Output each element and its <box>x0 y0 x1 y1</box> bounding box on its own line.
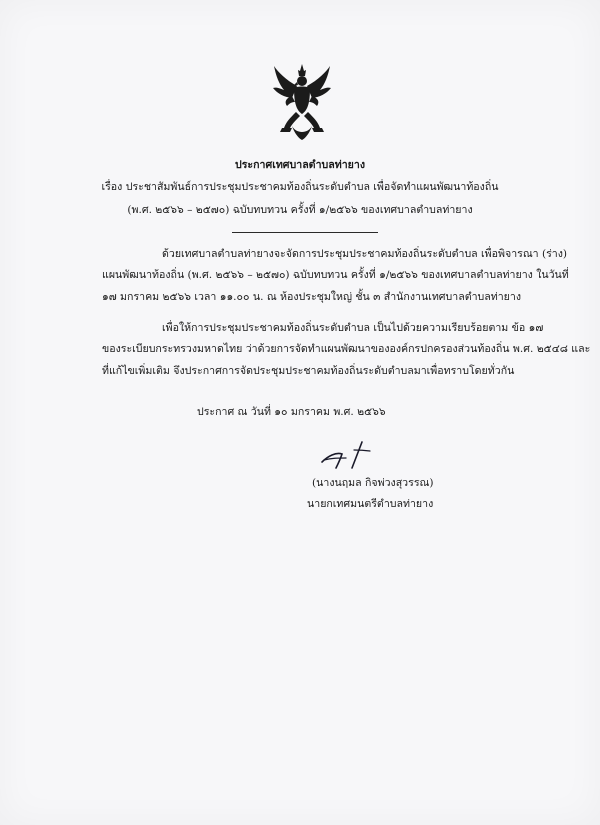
garuda-emblem-icon <box>270 62 334 142</box>
signer-title: นายกเทศมนตรีตำบลท่ายาง <box>307 498 434 510</box>
paragraph-2-line-3: ที่แก้ไขเพิ่มเติม จึงประกาศการจัดประชุมประชาคมท้องถิ่นระดับตำบลมาเพื่อทราบโดยทั่วกัน <box>102 365 515 377</box>
divider-line <box>232 232 378 233</box>
paragraph-2-line-2: ของระเบียบกระทรวงมหาดไทย ว่าด้วยการจัดทำแผนพัฒนาขององค์กรปกครองส่วนท้องถิ่น พ.ศ. ๒๕๔๘ และ <box>102 343 591 355</box>
subject-line-1: เรื่อง ประชาสัมพันธ์การประชุมประชาคมท้องถิ่นระดับตำบล เพื่อจัดทำแผนพัฒนาท้องถิ่น <box>101 181 499 193</box>
signature-image <box>318 438 382 472</box>
paragraph-1-line-1: ด้วยเทศบาลตำบลท่ายางจะจัดการประชุมประชาคมท้องถิ่นระดับตำบล เพื่อพิจารณา (ร่าง) <box>162 248 568 260</box>
paragraph-1-line-2: แผนพัฒนาท้องถิ่น (พ.ศ. ๒๕๖๖ – ๒๕๗๐) ฉบับทบทวน ครั้งที่ ๑/๒๕๖๖ ของเทศบาลตำบลท่ายาง ในวันที่ <box>102 269 569 281</box>
subject-line-2: (พ.ศ. ๒๕๖๖ – ๒๕๗๐) ฉบับทบทวน ครั้งที่ ๑/๒๕๖๖ ของเทศบาลตำบลท่ายาง <box>127 204 473 216</box>
announcement-date: ประกาศ ณ วันที่ ๑๐ มกราคม พ.ศ. ๒๕๖๖ <box>197 406 386 418</box>
paragraph-1-line-3: ๑๗ มกราคม ๒๕๖๖ เวลา ๑๑.๐๐ น. ณ ห้องประชุมใหญ่ ชั้น ๓ สำนักงานเทศบาลตำบลท่ายาง <box>102 291 522 303</box>
signer-name: (นางนฤมล กิจพ่วงสุวรรณ) <box>312 477 434 489</box>
announcement-title: ประกาศเทศบาลตำบลท่ายาง <box>235 159 365 171</box>
paragraph-2-line-1: เพื่อให้การประชุมประชาคมท้องถิ่นระดับตำบล เป็นไปด้วยความเรียบร้อยตาม ข้อ ๑๗ <box>162 322 544 334</box>
